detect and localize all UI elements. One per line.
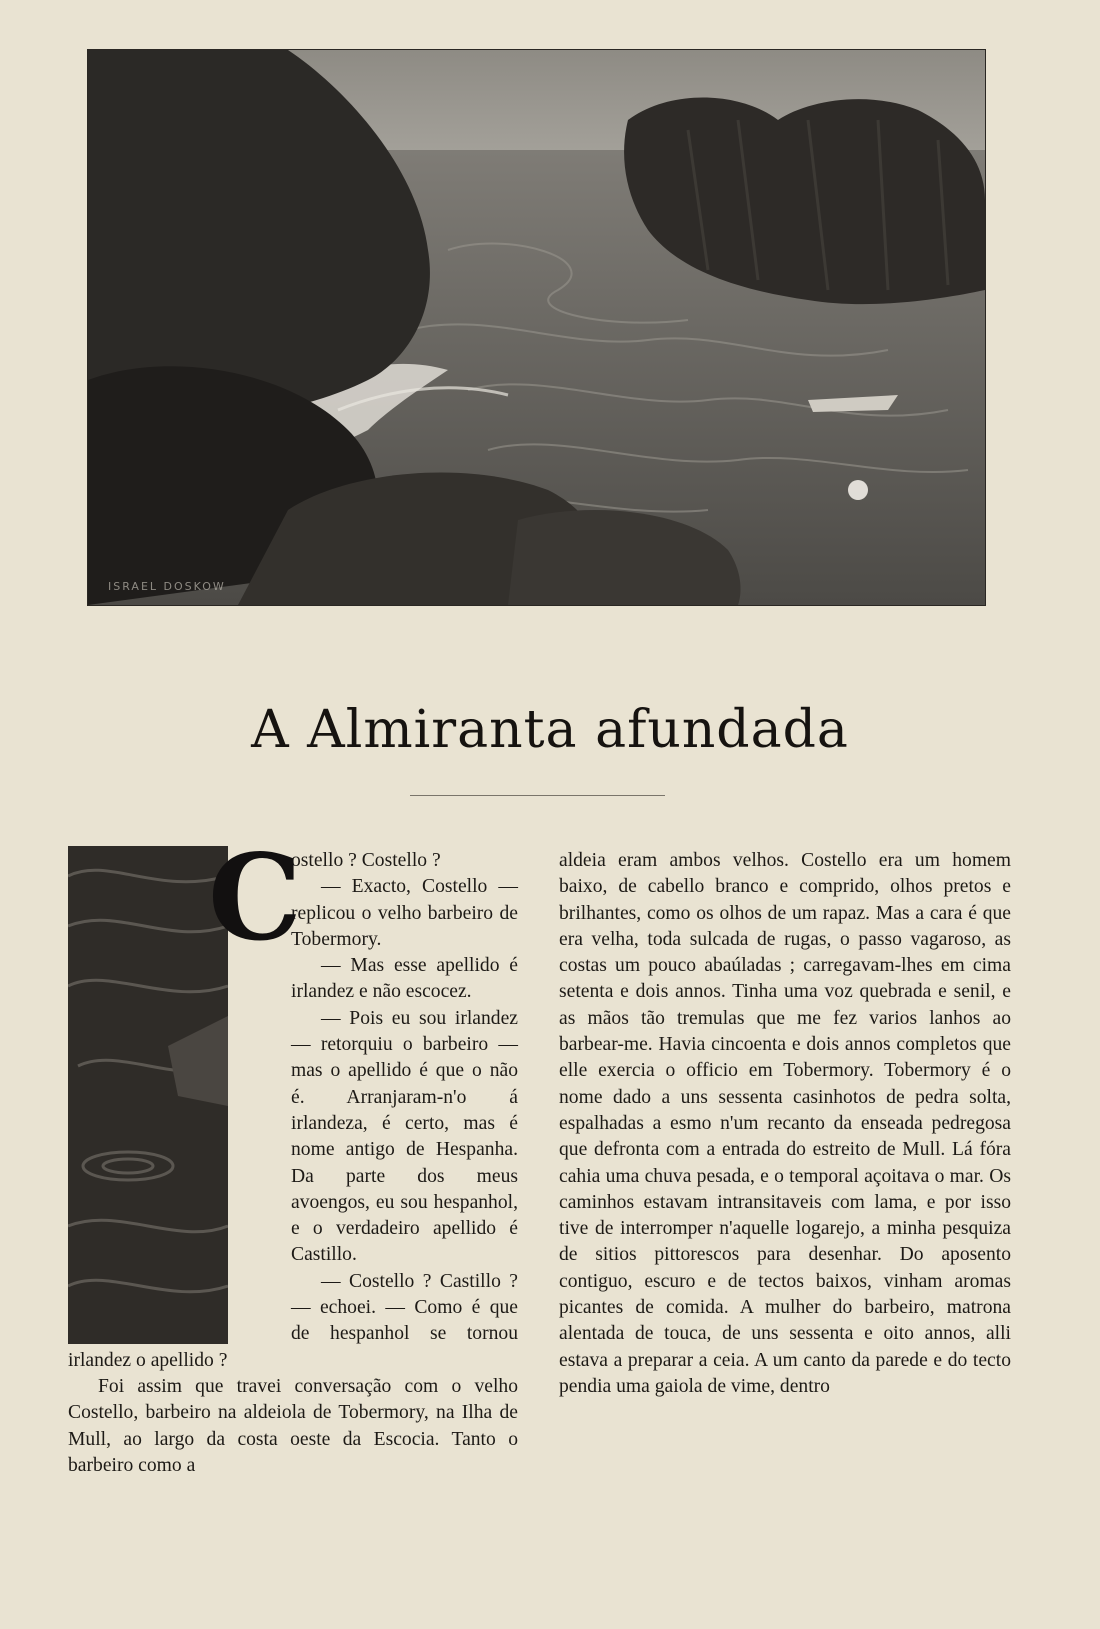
drop-cap — [68, 828, 302, 1344]
seascape-illustration — [88, 50, 985, 605]
paragraph: — Costello ? Castillo ? — echoei. — Como é que de hespanhol se tornou irlandez o apellido ? — [68, 1270, 518, 1371]
title-divider — [410, 795, 665, 796]
paragraph: — Pois eu sou irlandez — retorquiu o barbeiro — mas o apellido é que o não é. Arranjaram-n'o á irlandeza, é certo, mas é nome antigo de Hespanha. Da parte dos meus avoengos, eu sou hespanhol, e o verdadeiro apellido é Castillo. — [291, 1007, 518, 1266]
drop-cap-ornament — [68, 846, 228, 1344]
right-column — [559, 848, 1011, 1400]
seascape-drawing — [88, 50, 985, 605]
paragraph: aldeia eram ambos velhos. Costello era um homem baixo, de cabello branco e comprido, olhos pretos e brilhantes, como os olhos de um rapaz. Mas a cara é que era velha, toda sulcada de rugas, o passo vagaroso, as costas um pouco abaúladas ; carregavam-lhes em cima setenta e dois annos. Tinha uma voz quebrada e senil, e as mãos tão tremulas que me fez varios lanhos ao barbear-me. Havia cincoenta e dois annos completos que elle exercia o officio em Tobermory. Tobermory é o nome dado a uns sessenta casinhotos de pedra solta, espalhadas a esmo n'um recanto da enseada pedregosa que defronta com a entrada do estreito de Mull. Lá fóra cahia uma chuva pesada, e o temporal açoitava o mar. Os caminhos estavam intransitaveis com lama, e por isso tive de interromper n'aquelle logarejo, a minha pesquiza de sitios pittorescos para desenhar. Do aposento contiguo, escuro e de tectos baixos, vinham aromas picantes de comida. A mulher do barbeiro, matrona alentada de touca, de uns sessenta e oito annos, alli estava a preparar a ceia. A um canto da parede e do tecto pendia uma gaiola de vime, dentro — [559, 850, 1011, 1397]
drop-cap-letter: C — [208, 828, 302, 967]
paragraph: ostello ? Costello ? — [291, 850, 441, 871]
article-title: A Almiranta afundada — [251, 699, 849, 760]
paragraph: — Exacto, Costello — replicou o velho barbeiro de Tobermory. — [291, 876, 518, 950]
left-column — [68, 828, 518, 1479]
artist-signature: ISRAEL DOSKOW — [108, 580, 226, 593]
paragraph: Foi assim que travei conversação com o velho Costello, barbeiro na aldeiola de Tobermory, na Ilha de Mull, ao largo da costa oeste da Escocia. Tanto o barbeiro como a — [68, 1375, 518, 1476]
paragraph: — Mas esse apellido é irlandez e não escocez. — [291, 955, 518, 1003]
drop-cap-water-drawing — [68, 846, 228, 1344]
